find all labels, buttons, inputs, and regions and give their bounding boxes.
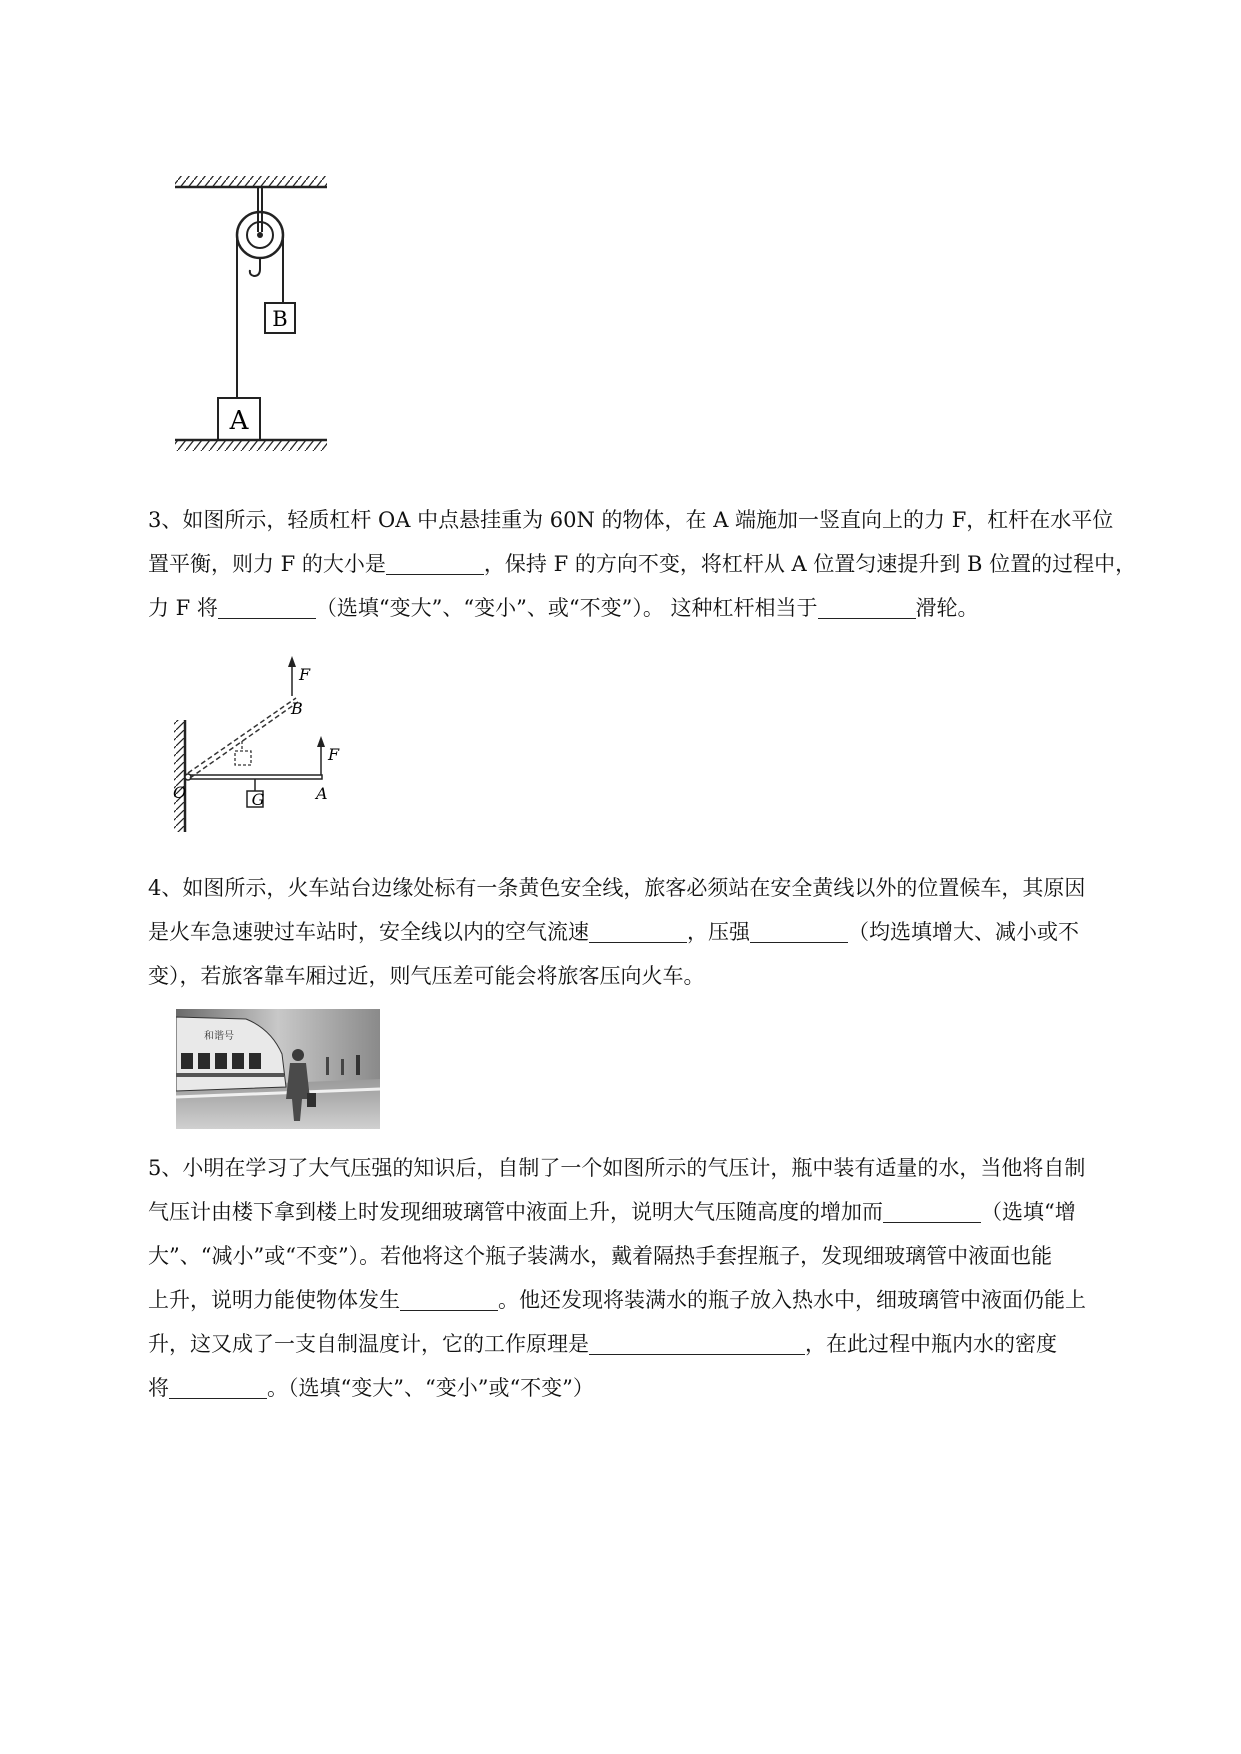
label-a: A (229, 406, 249, 436)
q3-line-3: 力 F 将 （选填“变大”、“变小”、或“不变”）。 这种杠杆相当于 滑轮。 (148, 596, 979, 620)
question-4 (148, 866, 1146, 998)
passenger-head (292, 1049, 304, 1061)
label-g: G (251, 790, 265, 809)
q5-line-6: 将 。（选填“变大”、“变小”或“不变”） (148, 1376, 594, 1400)
train-window (232, 1053, 244, 1069)
train-window (249, 1053, 261, 1069)
q5-line-3: 大”、“减小”或“不变”）。若他将这个瓶子装满水，戴着隔热手套捏瓶子，发现细玻璃管中液面也能 (148, 1244, 1053, 1268)
train-window (198, 1053, 210, 1069)
q3-line-2: 置平衡，则力 F 的大小是 ，保持 F 的方向不变，将杠杆从 A 位置匀速提升到 B 位置的过程中， (148, 552, 1137, 576)
answer-blank[interactable] (169, 1374, 267, 1399)
label-f-right: F (328, 745, 340, 764)
train-sign: 和谐号 (204, 1031, 234, 1042)
label-o: O (173, 783, 187, 802)
passenger-bag (307, 1093, 316, 1107)
weight-dashed (235, 751, 251, 765)
pivot-o (185, 774, 191, 780)
ground-hatch (175, 441, 327, 451)
q4-line-2: 是火车急速驶过车站时，安全线以内的空气流速 ，压强 （均选填增大、减小或不 (148, 920, 1079, 944)
answer-blank[interactable] (750, 918, 848, 943)
train-window (215, 1053, 227, 1069)
answer-blank[interactable] (589, 918, 687, 943)
label-b: B (272, 307, 288, 331)
train-station-photo (176, 1009, 380, 1129)
q3-line-1: 3、如图所示，轻质杠杆 OA 中点悬挂重为 60N 的物体，在 A 端施加一竖直向上的力 F，杠杆在水平位 (148, 508, 1114, 532)
question-5 (148, 1146, 1146, 1410)
pulley-figure (170, 170, 335, 470)
answer-blank[interactable] (883, 1198, 981, 1223)
answer-blank[interactable] (400, 1286, 498, 1311)
answer-blank[interactable] (818, 594, 916, 619)
label-b: B (291, 699, 303, 718)
q5-line-1: 5、小明在学习了大气压强的知识后，自制了一个如图所示的气压计，瓶中装有适量的水，当他将自制 (148, 1156, 1086, 1180)
answer-blank[interactable] (589, 1330, 805, 1355)
q4-line-3: 变），若旅客靠车厢过近，则气压差可能会将旅客压向火车。 (148, 964, 705, 988)
hook (250, 258, 260, 276)
question-3 (148, 498, 1146, 630)
label-f-top: F (299, 665, 311, 684)
q5-line-5: 升，这又成了一支自制温度计，它的工作原理是 ，在此过程中瓶内水的密度 (148, 1332, 1057, 1356)
answer-blank[interactable] (386, 550, 484, 575)
q5-line-2: 气压计由楼下拿到楼上时发现细玻璃管中液面上升，说明大气压随高度的增加而 （选填“增 (148, 1200, 1076, 1224)
lever-figure (168, 650, 358, 835)
q4-line-1: 4、如图所示，火车站台边缘处标有一条黄色安全线，旅客必须站在安全黄线以外的位置候车，其原因 (148, 876, 1086, 900)
lever-oa (187, 775, 322, 779)
ceiling-hatch (175, 176, 327, 186)
label-a: A (316, 784, 328, 803)
q5-line-4: 上升，说明力能使物体发生 。他还发现将装满水的瓶子放入热水中，细玻璃管中液面仍能上 (148, 1288, 1086, 1312)
wall-hatch (173, 720, 187, 832)
answer-blank[interactable] (218, 594, 316, 619)
train-window (181, 1053, 193, 1069)
